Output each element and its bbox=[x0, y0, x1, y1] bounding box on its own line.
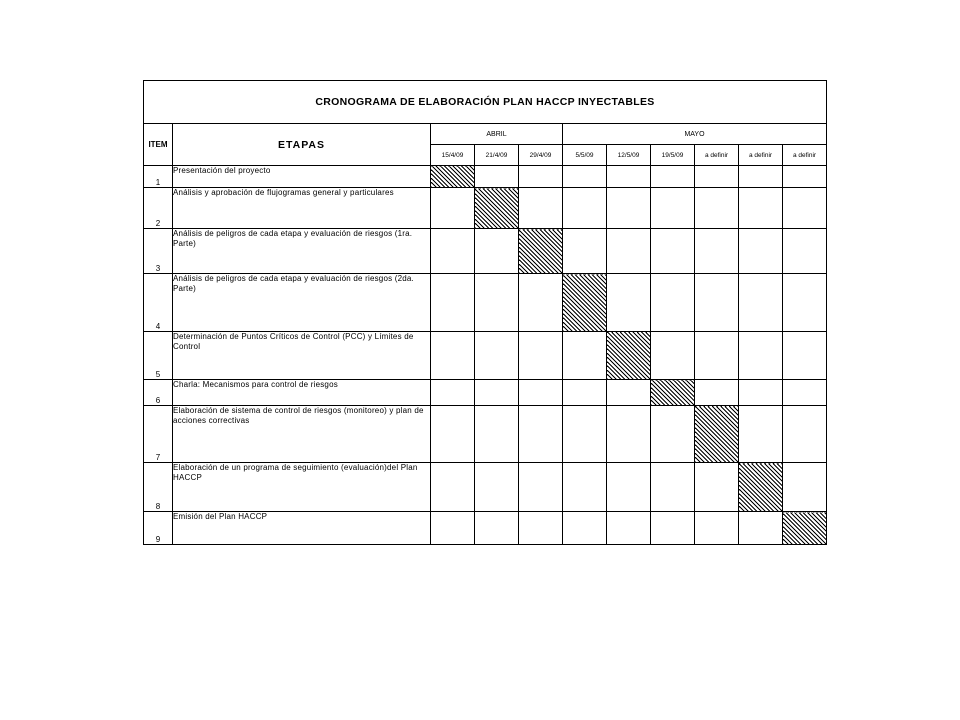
week-cell bbox=[695, 512, 739, 545]
week-cell bbox=[519, 274, 563, 332]
week-cell bbox=[475, 463, 519, 512]
week-cell bbox=[651, 188, 695, 229]
table-row bbox=[144, 380, 827, 406]
table-row bbox=[144, 274, 827, 332]
date-header: 5/5/09 bbox=[563, 145, 607, 166]
month-mayo: MAYO bbox=[563, 124, 827, 145]
scheduled-week-cell bbox=[519, 229, 563, 274]
week-cell bbox=[651, 406, 695, 463]
week-cell bbox=[651, 166, 695, 188]
week-cell bbox=[563, 166, 607, 188]
week-cell bbox=[563, 332, 607, 380]
item-number: 3 bbox=[144, 229, 173, 274]
week-cell bbox=[783, 274, 827, 332]
week-cell bbox=[431, 188, 475, 229]
week-cell bbox=[475, 274, 519, 332]
table-row bbox=[144, 463, 827, 512]
week-cell bbox=[651, 229, 695, 274]
week-cell bbox=[607, 406, 651, 463]
week-cell bbox=[431, 229, 475, 274]
week-cell bbox=[695, 274, 739, 332]
etapas-header: ETAPAS bbox=[173, 124, 431, 166]
week-cell bbox=[475, 332, 519, 380]
date-header: 19/5/09 bbox=[651, 145, 695, 166]
week-cell bbox=[783, 380, 827, 406]
week-cell bbox=[607, 380, 651, 406]
week-cell bbox=[783, 229, 827, 274]
item-number: 5 bbox=[144, 332, 173, 380]
week-cell bbox=[695, 166, 739, 188]
date-header: a definir bbox=[783, 145, 827, 166]
week-cell bbox=[607, 274, 651, 332]
week-cell bbox=[695, 332, 739, 380]
date-header: 12/5/09 bbox=[607, 145, 651, 166]
table-title: CRONOGRAMA DE ELABORACIÓN PLAN HACCP INYECTABLES bbox=[144, 81, 827, 124]
week-cell bbox=[607, 229, 651, 274]
week-cell bbox=[475, 512, 519, 545]
week-cell bbox=[695, 380, 739, 406]
item-number: 7 bbox=[144, 406, 173, 463]
date-header: a definir bbox=[695, 145, 739, 166]
item-number: 8 bbox=[144, 463, 173, 512]
week-cell bbox=[739, 188, 783, 229]
week-cell bbox=[431, 380, 475, 406]
task-description: Elaboración de un programa de seguimiento (evaluación)del Plan HACCP bbox=[173, 463, 431, 512]
task-description: Análisis y aprobación de flujogramas general y particulares bbox=[173, 188, 431, 229]
week-cell bbox=[563, 512, 607, 545]
week-cell bbox=[739, 166, 783, 188]
month-header-row bbox=[144, 124, 827, 145]
table-row bbox=[144, 188, 827, 229]
week-cell bbox=[475, 166, 519, 188]
week-cell bbox=[739, 229, 783, 274]
week-cell bbox=[475, 380, 519, 406]
task-rows bbox=[144, 166, 827, 545]
week-cell bbox=[695, 229, 739, 274]
week-cell bbox=[739, 332, 783, 380]
table-row bbox=[144, 512, 827, 545]
month-abril: ABRIL bbox=[431, 124, 563, 145]
week-cell bbox=[607, 166, 651, 188]
task-description: Determinación de Puntos Críticos de Control (PCC) y Límites de Control bbox=[173, 332, 431, 380]
week-cell bbox=[607, 188, 651, 229]
week-cell bbox=[739, 406, 783, 463]
week-cell bbox=[783, 406, 827, 463]
table-row bbox=[144, 406, 827, 463]
scheduled-week-cell bbox=[563, 274, 607, 332]
week-cell bbox=[431, 512, 475, 545]
item-number: 4 bbox=[144, 274, 173, 332]
schedule-table bbox=[143, 80, 827, 545]
week-cell bbox=[783, 166, 827, 188]
table-row bbox=[144, 332, 827, 380]
week-cell bbox=[695, 463, 739, 512]
scheduled-week-cell bbox=[607, 332, 651, 380]
item-number: 2 bbox=[144, 188, 173, 229]
scheduled-week-cell bbox=[475, 188, 519, 229]
week-cell bbox=[651, 332, 695, 380]
week-cell bbox=[739, 274, 783, 332]
week-cell bbox=[519, 380, 563, 406]
table-row bbox=[144, 229, 827, 274]
week-cell bbox=[783, 188, 827, 229]
week-cell bbox=[783, 332, 827, 380]
week-cell bbox=[563, 380, 607, 406]
week-cell bbox=[607, 512, 651, 545]
task-description: Emisión del Plan HACCP bbox=[173, 512, 431, 545]
week-cell bbox=[431, 274, 475, 332]
week-cell bbox=[475, 406, 519, 463]
item-number: 6 bbox=[144, 380, 173, 406]
date-header: 29/4/09 bbox=[519, 145, 563, 166]
week-cell bbox=[519, 512, 563, 545]
week-cell bbox=[563, 229, 607, 274]
task-description: Elaboración de sistema de control de riesgos (monitoreo) y plan de acciones correctivas bbox=[173, 406, 431, 463]
task-description: Análisis de peligros de cada etapa y evaluación de riesgos (1ra. Parte) bbox=[173, 229, 431, 274]
date-header: 15/4/09 bbox=[431, 145, 475, 166]
week-cell bbox=[695, 188, 739, 229]
week-cell bbox=[519, 188, 563, 229]
week-cell bbox=[519, 166, 563, 188]
item-header: ITEM bbox=[144, 124, 173, 166]
week-cell bbox=[431, 463, 475, 512]
date-header: a definir bbox=[739, 145, 783, 166]
week-cell bbox=[431, 332, 475, 380]
table-row bbox=[144, 166, 827, 188]
scheduled-week-cell bbox=[431, 166, 475, 188]
task-description: Presentación del proyecto bbox=[173, 166, 431, 188]
scheduled-week-cell bbox=[783, 512, 827, 545]
week-cell bbox=[475, 229, 519, 274]
week-cell bbox=[651, 463, 695, 512]
scheduled-week-cell bbox=[651, 380, 695, 406]
item-number: 1 bbox=[144, 166, 173, 188]
date-header: 21/4/09 bbox=[475, 145, 519, 166]
week-cell bbox=[607, 463, 651, 512]
week-cell bbox=[563, 188, 607, 229]
week-cell bbox=[519, 463, 563, 512]
week-cell bbox=[651, 274, 695, 332]
week-cell bbox=[739, 512, 783, 545]
task-description: Análisis de peligros de cada etapa y evaluación de riesgos (2da. Parte) bbox=[173, 274, 431, 332]
item-number: 9 bbox=[144, 512, 173, 545]
week-cell bbox=[739, 380, 783, 406]
week-cell bbox=[563, 463, 607, 512]
week-cell bbox=[783, 463, 827, 512]
week-cell bbox=[519, 332, 563, 380]
week-cell bbox=[563, 406, 607, 463]
scheduled-week-cell bbox=[739, 463, 783, 512]
scheduled-week-cell bbox=[695, 406, 739, 463]
week-cell bbox=[431, 406, 475, 463]
week-cell bbox=[519, 406, 563, 463]
task-description: Charla: Mecanismos para control de riesgos bbox=[173, 380, 431, 406]
title-row bbox=[144, 81, 827, 124]
week-cell bbox=[651, 512, 695, 545]
